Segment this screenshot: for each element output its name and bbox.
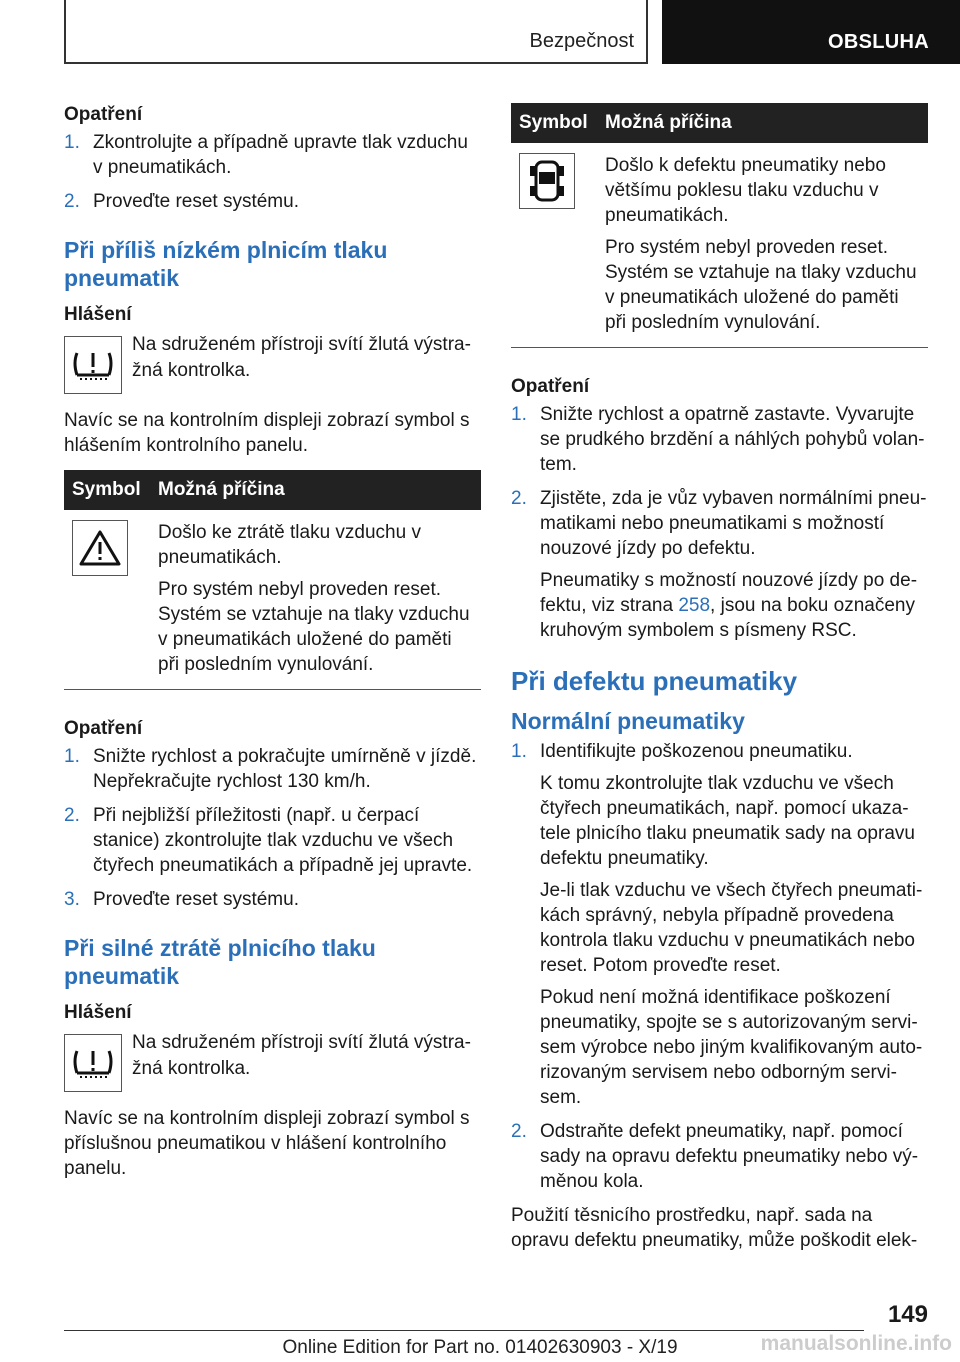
cause-text: Pro systém nebyl proveden reset. Systém se vztahuje na tlaky vzduchu v pneumatikách uložené do paměti při posledním vynulování. bbox=[605, 237, 917, 333]
list-number: 1. bbox=[64, 746, 80, 767]
paragraph: Navíc se na kontrolním displeji zobrazí symbol s hlášením kontrolního panelu. bbox=[64, 410, 470, 456]
list-text: K tomu zkontrolujte tlak vzduchu ve všech čtyřech pneumatikách, např. pomocí ukaza-tele plnicího tlaku pneumatik sady na opravu defektu pneumatiky. bbox=[540, 773, 915, 869]
tire-pressure-warning-icon bbox=[64, 336, 122, 394]
section-heading: Při příliš nízkém plnicím tlaku pneumatik bbox=[64, 237, 388, 291]
measures-title: Opatření bbox=[64, 718, 143, 739]
list-number: 2. bbox=[511, 488, 527, 509]
table-row bbox=[64, 510, 481, 690]
right-column bbox=[511, 103, 928, 1265]
list-item bbox=[64, 130, 481, 180]
list-text: Pokud není možná identifikace poškození pneumatiky, spojte se s autorizovaným servi-sem výrobce nebo jiným kvalifikovaným auto-rizovaným servisem nebo odborným servi-sem. bbox=[540, 987, 923, 1108]
message-title: Hlášení bbox=[64, 304, 132, 325]
list-number: 2. bbox=[511, 1121, 527, 1142]
footer-text: Online Edition for Part no. 01402630903 - X/19 bbox=[282, 1337, 678, 1358]
list-number: 1. bbox=[511, 404, 527, 425]
list-text: Odstraňte defekt pneumatiky, např. pomocí sady na opravu defektu pneumatiky nebo vý-měnou kola. bbox=[540, 1121, 919, 1192]
list-text: Proveďte reset systému. bbox=[93, 889, 299, 910]
list-text: Proveďte reset systému. bbox=[93, 191, 299, 212]
measures-list-1 bbox=[64, 130, 481, 214]
car-tires-icon bbox=[519, 153, 575, 209]
list-text: Pneumatiky s možností nouzové jízdy po de-fektu, viz strana 258, jsou na boku označeny kruhovým symbolem s písmeny RSC. bbox=[540, 570, 918, 641]
list-number: 1. bbox=[511, 741, 527, 762]
list-text: Při nejbližší příležitosti (např. u čerpací stanice) zkontrolujte tlak vzduchu ve všech čtyřech pneumatikách a případně jej upravte. bbox=[93, 805, 473, 876]
table-row bbox=[511, 143, 928, 348]
list-item bbox=[511, 402, 928, 477]
list-item bbox=[511, 486, 928, 643]
page-link[interactable]: 258 bbox=[678, 595, 711, 616]
table-header: Možná příčina bbox=[597, 103, 928, 143]
section-heading: Při silné ztrátě plnicího tlaku pneumatik bbox=[64, 935, 376, 989]
list-text: Snižte rychlost a pokračujte umírněně v jízdě. Nepřekračujte rychlost 130 km/h. bbox=[93, 746, 477, 792]
list-number: 1. bbox=[64, 132, 80, 153]
table-header: Symbol bbox=[64, 470, 150, 510]
list-text: Identifikujte poškozenou pneumatiku. bbox=[540, 741, 853, 762]
symbol-table bbox=[511, 103, 928, 348]
tire-pressure-warning-icon bbox=[64, 1034, 122, 1092]
left-column bbox=[64, 96, 481, 1193]
message-text: Na sdruženém přístroji svítí žlutá výstra-žná kontrolka. bbox=[132, 1032, 471, 1079]
cause-text: Došlo k defektu pneumatiky nebo většímu poklesu tlaku vzduchu v pneumatikách. bbox=[605, 155, 886, 226]
footer-divider bbox=[64, 1330, 864, 1331]
table-header: Symbol bbox=[511, 103, 597, 143]
list-text: Zkontrolujte a případně upravte tlak vzduchu v pneumatikách. bbox=[93, 132, 468, 178]
symbol-table bbox=[64, 470, 481, 690]
list-item bbox=[64, 803, 481, 878]
list-item bbox=[64, 189, 481, 214]
list-text: Snižte rychlost a opatrně zastavte. Vyvarujte se prudkého brzdění a náhlých pohybů volan-tem. bbox=[540, 404, 925, 475]
page-header bbox=[0, 0, 960, 66]
message-text: Na sdruženém přístroji svítí žlutá výstra-žná kontrolka. bbox=[132, 334, 471, 381]
subsection-heading: Normální pneumatiky bbox=[511, 708, 745, 734]
list-item bbox=[64, 887, 481, 912]
message-title: Hlášení bbox=[64, 1002, 132, 1023]
cause-text: Pro systém nebyl proveden reset. Systém se vztahuje na tlaky vzduchu v pneumatikách uložené do paměti při posledním vynulování. bbox=[158, 579, 470, 675]
warning-triangle-icon bbox=[72, 520, 128, 576]
measures-title: Opatření bbox=[64, 104, 143, 125]
table-header: Možná příčina bbox=[150, 470, 481, 510]
list-number: 2. bbox=[64, 805, 80, 826]
warning-message bbox=[64, 1030, 481, 1092]
page-number: 149 bbox=[887, 1301, 928, 1328]
paragraph: Použití těsnicího prostředku, např. sada na opravu defektu pneumatiky, může poškodit elek- bbox=[511, 1205, 918, 1251]
steps-list bbox=[511, 739, 928, 1194]
measures-title: Opatření bbox=[511, 376, 590, 397]
list-item bbox=[511, 1119, 928, 1194]
list-text: Zjistěte, zda je vůz vybaven normálními pneu-matikami nebo pneumatikami s možností nouzové jízdy po defektu. bbox=[540, 488, 927, 559]
cause-text: Došlo ke ztrátě tlaku vzduchu v pneumatikách. bbox=[158, 522, 421, 568]
list-number: 3. bbox=[64, 889, 80, 910]
section-title: Bezpečnost bbox=[529, 30, 634, 52]
section-heading: Při defektu pneumatiky bbox=[511, 666, 798, 696]
watermark: manualsonline.info bbox=[760, 1332, 952, 1355]
section-tab bbox=[64, 0, 648, 64]
measures-list-2 bbox=[64, 744, 481, 912]
chapter-title: OBSLUHA bbox=[662, 0, 960, 64]
measures-list bbox=[511, 402, 928, 643]
paragraph: Navíc se na kontrolním displeji zobrazí symbol s příslušnou pneumatikou v hlášení kontrolního panelu. bbox=[64, 1108, 470, 1179]
list-item bbox=[64, 744, 481, 794]
list-number: 2. bbox=[64, 191, 80, 212]
warning-message bbox=[64, 332, 481, 394]
list-text: Je-li tlak vzduchu ve všech čtyřech pneumati-kách správný, nebyla případně provedena kontrola tlaku vzduchu v pneumatikách nebo reset. Potom proveďte reset. bbox=[540, 880, 923, 976]
list-item bbox=[511, 739, 928, 1110]
